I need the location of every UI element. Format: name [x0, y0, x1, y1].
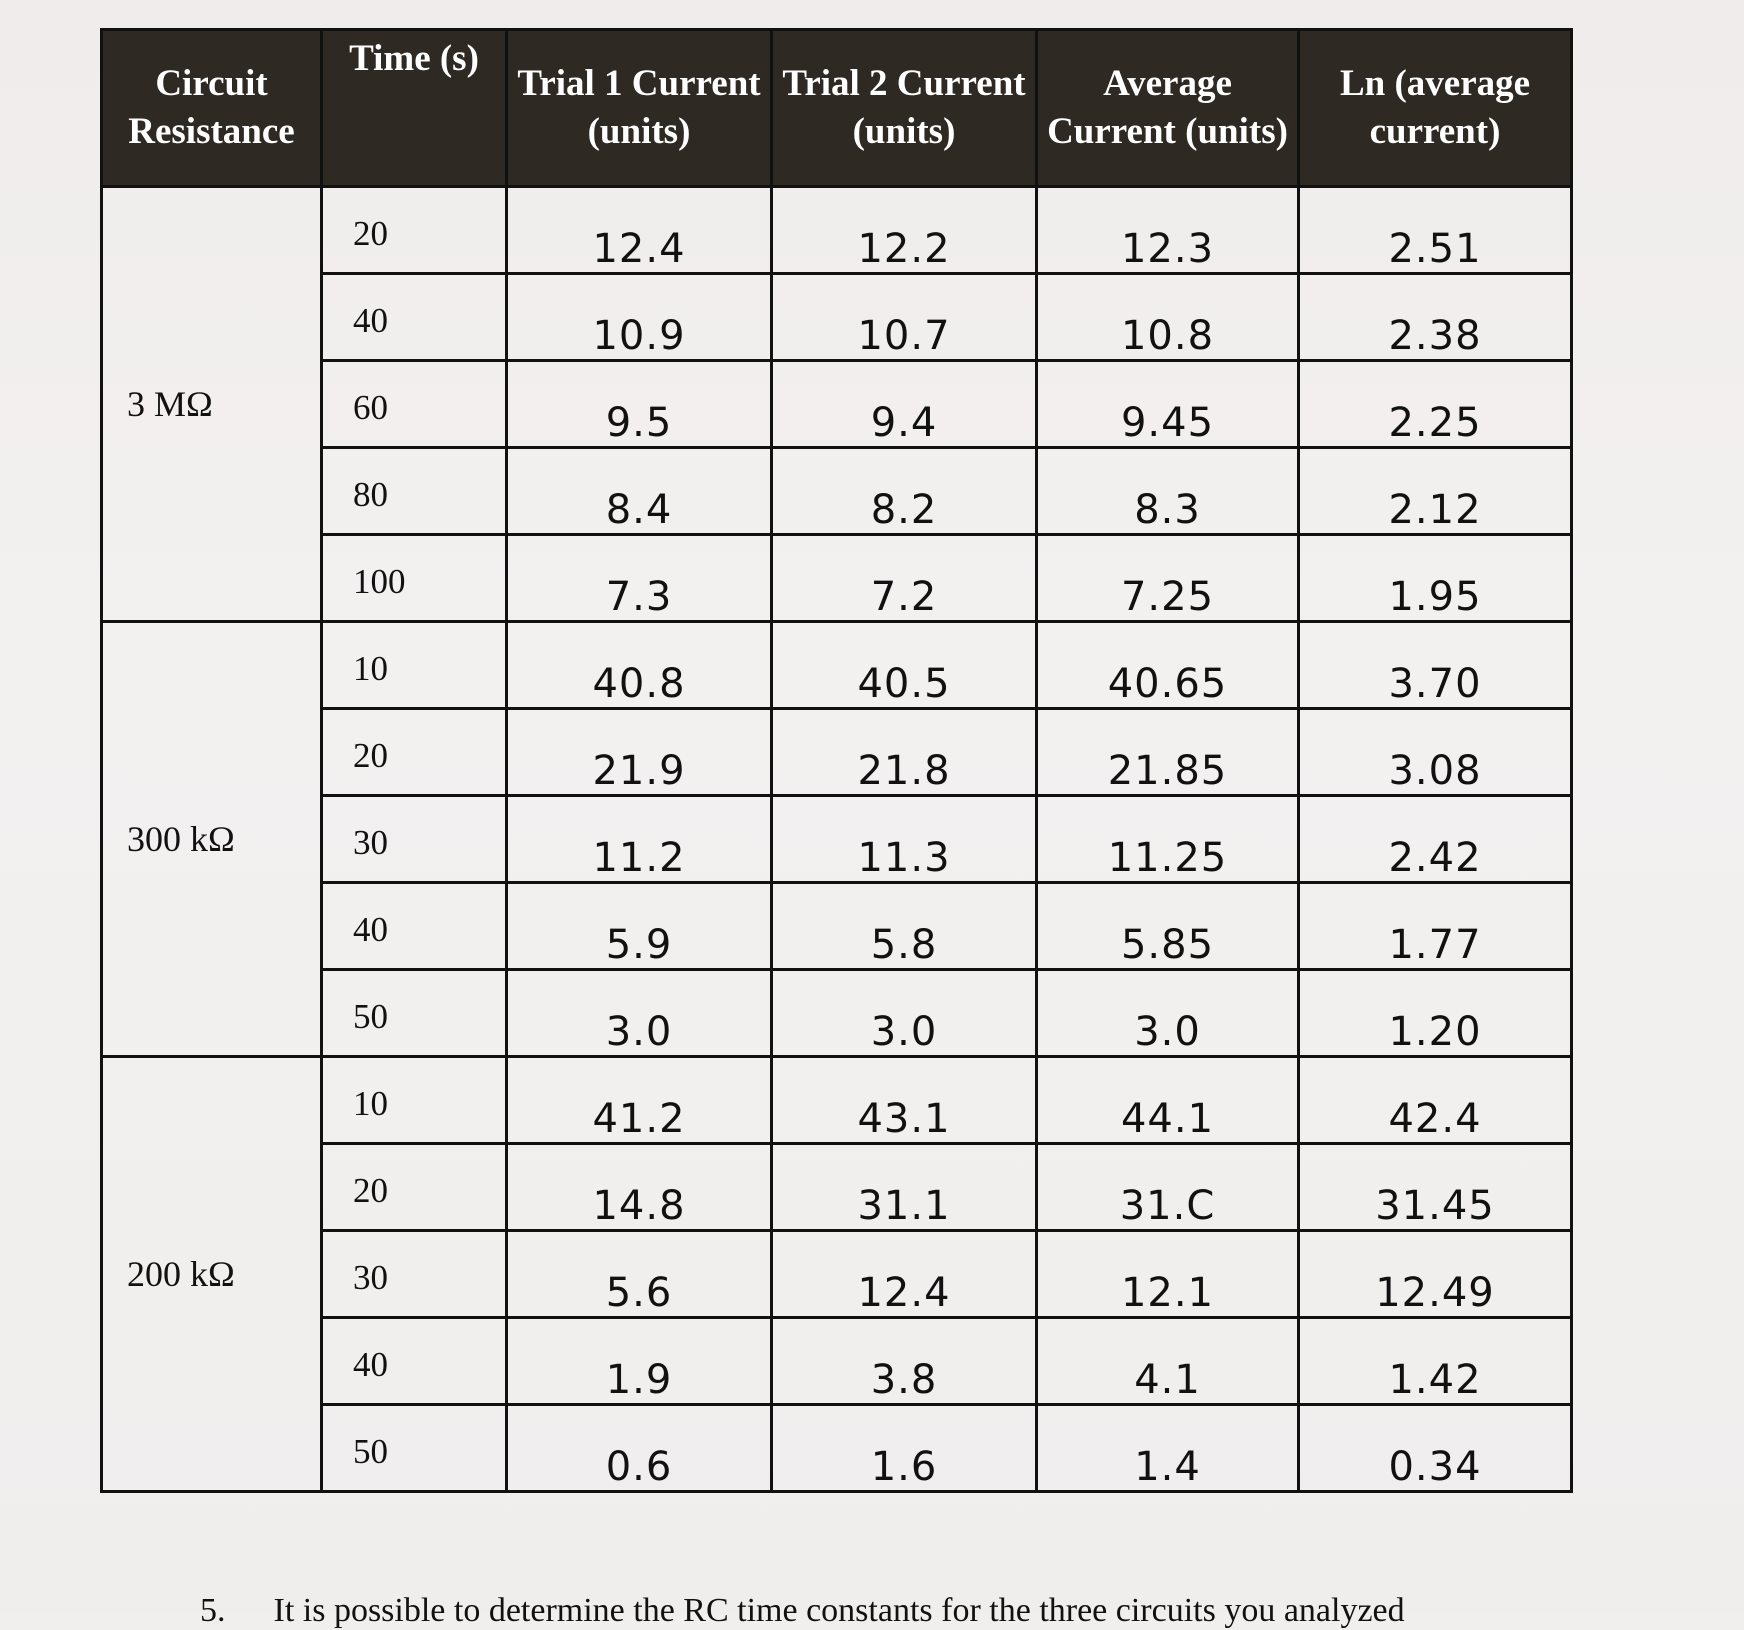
- time-cell: [322, 1405, 507, 1492]
- time-cell: [322, 274, 507, 361]
- trial2-current-cell: [772, 970, 1037, 1057]
- handwritten-value: 9.45: [1120, 400, 1215, 446]
- handwritten-value: 5.8: [870, 922, 938, 968]
- time-value: 80: [353, 475, 388, 514]
- table-row: [102, 187, 1572, 274]
- average-current-cell: [1037, 274, 1299, 361]
- handwritten-value: 7.3: [605, 574, 673, 620]
- ln-average-current-cell: [1299, 1405, 1572, 1492]
- handwritten-value: 2.42: [1388, 835, 1482, 881]
- handwritten-value: 12.1: [1120, 1270, 1215, 1316]
- trial2-current-cell: [772, 1231, 1037, 1318]
- trial2-current-cell: [772, 1405, 1037, 1492]
- ln-average-current-cell: [1299, 1231, 1572, 1318]
- handwritten-value: 7.25: [1120, 574, 1215, 620]
- trial1-current-cell: [507, 274, 772, 361]
- table-row: [102, 970, 1572, 1057]
- ln-average-current-cell: [1299, 274, 1572, 361]
- trial2-current-cell: [772, 1057, 1037, 1144]
- header-row: [102, 30, 1572, 187]
- table-row: [102, 1318, 1572, 1405]
- average-current-cell: [1037, 970, 1299, 1057]
- handwritten-value: 5.85: [1120, 922, 1215, 968]
- handwritten-value: 8.4: [605, 487, 673, 533]
- ln-average-current-cell: [1299, 883, 1572, 970]
- table-row: [102, 1057, 1572, 1144]
- time-value: 20: [353, 1171, 388, 1210]
- time-value: 100: [353, 562, 406, 601]
- handwritten-value: 42.4: [1388, 1096, 1482, 1142]
- handwritten-value: 41.2: [592, 1096, 686, 1142]
- time-value: 50: [353, 997, 388, 1036]
- circuit-resistance-cell: 200 kΩ: [102, 1057, 322, 1492]
- time-cell: [322, 970, 507, 1057]
- handwritten-value: 21.8: [857, 748, 951, 794]
- time-value: 10: [353, 1084, 388, 1123]
- trial2-current-cell: [772, 1318, 1037, 1405]
- handwritten-value: 1.9: [605, 1357, 673, 1403]
- handwritten-value: 40.65: [1107, 661, 1228, 707]
- question-text: It is possible to determine the RC time constants for the three circuits you analyzed: [273, 1592, 1405, 1629]
- handwritten-value: 12.4: [592, 226, 686, 272]
- handwritten-value: 40.8: [592, 661, 686, 707]
- header-circuit-resistance: Circuit Resistance: [102, 30, 322, 187]
- trial2-current-cell: [772, 361, 1037, 448]
- handwritten-value: 21.9: [592, 748, 686, 794]
- trial1-current-cell: [507, 1405, 772, 1492]
- time-cell: [322, 1144, 507, 1231]
- table-row: [102, 796, 1572, 883]
- handwritten-value: 12.4: [857, 1270, 951, 1316]
- time-cell: [322, 883, 507, 970]
- handwritten-value: 31.1: [857, 1183, 951, 1229]
- table-body: [102, 187, 1572, 1492]
- handwritten-value: 3.0: [870, 1009, 938, 1055]
- handwritten-value: 1.95: [1388, 574, 1482, 620]
- ln-average-current-cell: [1299, 1144, 1572, 1231]
- trial1-current-cell: [507, 1231, 772, 1318]
- handwritten-value: 11.3: [857, 835, 951, 881]
- time-value: 40: [353, 1345, 388, 1384]
- time-value: 40: [353, 910, 388, 949]
- ln-average-current-cell: [1299, 361, 1572, 448]
- time-cell: [322, 1231, 507, 1318]
- time-value: 50: [353, 1432, 388, 1471]
- handwritten-value: 12.49: [1375, 1270, 1495, 1316]
- table-row: [102, 274, 1572, 361]
- time-cell: [322, 535, 507, 622]
- average-current-cell: [1037, 883, 1299, 970]
- handwritten-value: 1.42: [1388, 1357, 1482, 1403]
- time-value: 10: [353, 649, 388, 688]
- ln-average-current-cell: [1299, 1318, 1572, 1405]
- header-average-current: Average Current (units): [1037, 30, 1299, 187]
- average-current-cell: [1037, 796, 1299, 883]
- handwritten-value: 1.4: [1134, 1444, 1201, 1490]
- ln-average-current-cell: [1299, 709, 1572, 796]
- average-current-cell: [1037, 1405, 1299, 1492]
- handwritten-value: 10.7: [857, 313, 951, 359]
- handwritten-value: 3.0: [1134, 1009, 1201, 1055]
- average-current-cell: [1037, 709, 1299, 796]
- table-row: [102, 883, 1572, 970]
- header-time: Time (s): [322, 30, 507, 187]
- handwritten-value: 2.12: [1388, 487, 1482, 533]
- header-trial1-current: Trial 1 Current (units): [507, 30, 772, 187]
- time-value: 20: [353, 214, 388, 253]
- footer-question: [200, 1592, 1405, 1630]
- time-cell: [322, 709, 507, 796]
- time-cell: [322, 622, 507, 709]
- trial1-current-cell: [507, 535, 772, 622]
- trial2-current-cell: [772, 622, 1037, 709]
- table-row: [102, 448, 1572, 535]
- handwritten-value: 9.4: [870, 400, 938, 446]
- average-current-cell: [1037, 187, 1299, 274]
- handwritten-value: 8.2: [870, 487, 938, 533]
- handwritten-value: 12.3: [1120, 226, 1215, 272]
- time-cell: [322, 796, 507, 883]
- time-value: 40: [353, 301, 388, 340]
- handwritten-value: 43.1: [857, 1096, 951, 1142]
- trial1-current-cell: [507, 970, 772, 1057]
- handwritten-value: 21.85: [1107, 748, 1228, 794]
- handwritten-value: 40.5: [857, 661, 951, 707]
- trial1-current-cell: [507, 709, 772, 796]
- time-cell: [322, 1318, 507, 1405]
- time-value: 60: [353, 388, 388, 427]
- time-cell: [322, 1057, 507, 1144]
- trial2-current-cell: [772, 187, 1037, 274]
- ln-average-current-cell: [1299, 970, 1572, 1057]
- average-current-cell: [1037, 1318, 1299, 1405]
- handwritten-value: 0.34: [1388, 1444, 1482, 1490]
- header-ln-average-current: Ln (average current): [1299, 30, 1572, 187]
- ln-average-current-cell: [1299, 187, 1572, 274]
- handwritten-value: 9.5: [605, 400, 673, 446]
- handwritten-value: 1.6: [870, 1444, 938, 1490]
- ln-average-current-cell: [1299, 622, 1572, 709]
- table-row: [102, 1144, 1572, 1231]
- trial2-current-cell: [772, 448, 1037, 535]
- handwritten-value: 1.77: [1388, 922, 1482, 968]
- trial1-current-cell: [507, 796, 772, 883]
- table-row: [102, 1231, 1572, 1318]
- trial1-current-cell: [507, 622, 772, 709]
- time-value: 30: [353, 823, 388, 862]
- trial2-current-cell: [772, 709, 1037, 796]
- handwritten-value: 3.8: [870, 1357, 938, 1403]
- handwritten-value: 2.25: [1388, 400, 1482, 446]
- circuit-resistance-cell: 300 kΩ: [102, 622, 322, 1057]
- handwritten-value: 31.45: [1375, 1183, 1495, 1229]
- handwritten-value: 10.9: [592, 313, 686, 359]
- handwritten-value: 14.8: [592, 1183, 686, 1229]
- trial2-current-cell: [772, 1144, 1037, 1231]
- trial2-current-cell: [772, 883, 1037, 970]
- average-current-cell: [1037, 622, 1299, 709]
- handwritten-value: 31.C: [1119, 1183, 1216, 1229]
- trial1-current-cell: [507, 361, 772, 448]
- time-cell: [322, 361, 507, 448]
- header-trial2-current: Trial 2 Current (units): [772, 30, 1037, 187]
- handwritten-value: 1.20: [1388, 1009, 1482, 1055]
- trial1-current-cell: [507, 1057, 772, 1144]
- handwritten-value: 4.1: [1134, 1357, 1201, 1403]
- time-value: 20: [353, 736, 388, 775]
- trial1-current-cell: [507, 883, 772, 970]
- ln-average-current-cell: [1299, 1057, 1572, 1144]
- handwritten-value: 7.2: [870, 574, 938, 620]
- handwritten-value: 44.1: [1120, 1096, 1215, 1142]
- time-cell: [322, 448, 507, 535]
- time-cell: [322, 187, 507, 274]
- handwritten-value: 2.51: [1388, 226, 1482, 272]
- table-row: [102, 535, 1572, 622]
- trial1-current-cell: [507, 1318, 772, 1405]
- average-current-cell: [1037, 535, 1299, 622]
- trial1-current-cell: [507, 448, 772, 535]
- data-table: [100, 28, 1573, 1493]
- table-row: [102, 361, 1572, 448]
- handwritten-value: 5.6: [605, 1270, 673, 1316]
- trial2-current-cell: [772, 796, 1037, 883]
- time-value: 30: [353, 1258, 388, 1297]
- average-current-cell: [1037, 1057, 1299, 1144]
- handwritten-value: 3.70: [1388, 661, 1482, 707]
- handwritten-value: 11.25: [1107, 835, 1228, 881]
- trial1-current-cell: [507, 187, 772, 274]
- table-row: [102, 709, 1572, 796]
- trial1-current-cell: [507, 1144, 772, 1231]
- handwritten-value: 8.3: [1134, 487, 1201, 533]
- handwritten-value: 3.08: [1388, 748, 1482, 794]
- average-current-cell: [1037, 1231, 1299, 1318]
- average-current-cell: [1037, 1144, 1299, 1231]
- ln-average-current-cell: [1299, 796, 1572, 883]
- average-current-cell: [1037, 448, 1299, 535]
- trial2-current-cell: [772, 274, 1037, 361]
- handwritten-value: 11.2: [592, 835, 686, 881]
- handwritten-value: 2.38: [1388, 313, 1482, 359]
- handwritten-value: 3.0: [605, 1009, 673, 1055]
- trial2-current-cell: [772, 535, 1037, 622]
- handwritten-value: 5.9: [605, 922, 673, 968]
- table-row: [102, 1405, 1572, 1492]
- handwritten-value: 0.6: [605, 1444, 673, 1490]
- circuit-resistance-cell: 3 MΩ: [102, 187, 322, 622]
- handwritten-value: 12.2: [857, 226, 951, 272]
- ln-average-current-cell: [1299, 535, 1572, 622]
- table-row: [102, 622, 1572, 709]
- handwritten-value: 10.8: [1120, 313, 1215, 359]
- question-number: 5.: [200, 1592, 226, 1629]
- average-current-cell: [1037, 361, 1299, 448]
- ln-average-current-cell: [1299, 448, 1572, 535]
